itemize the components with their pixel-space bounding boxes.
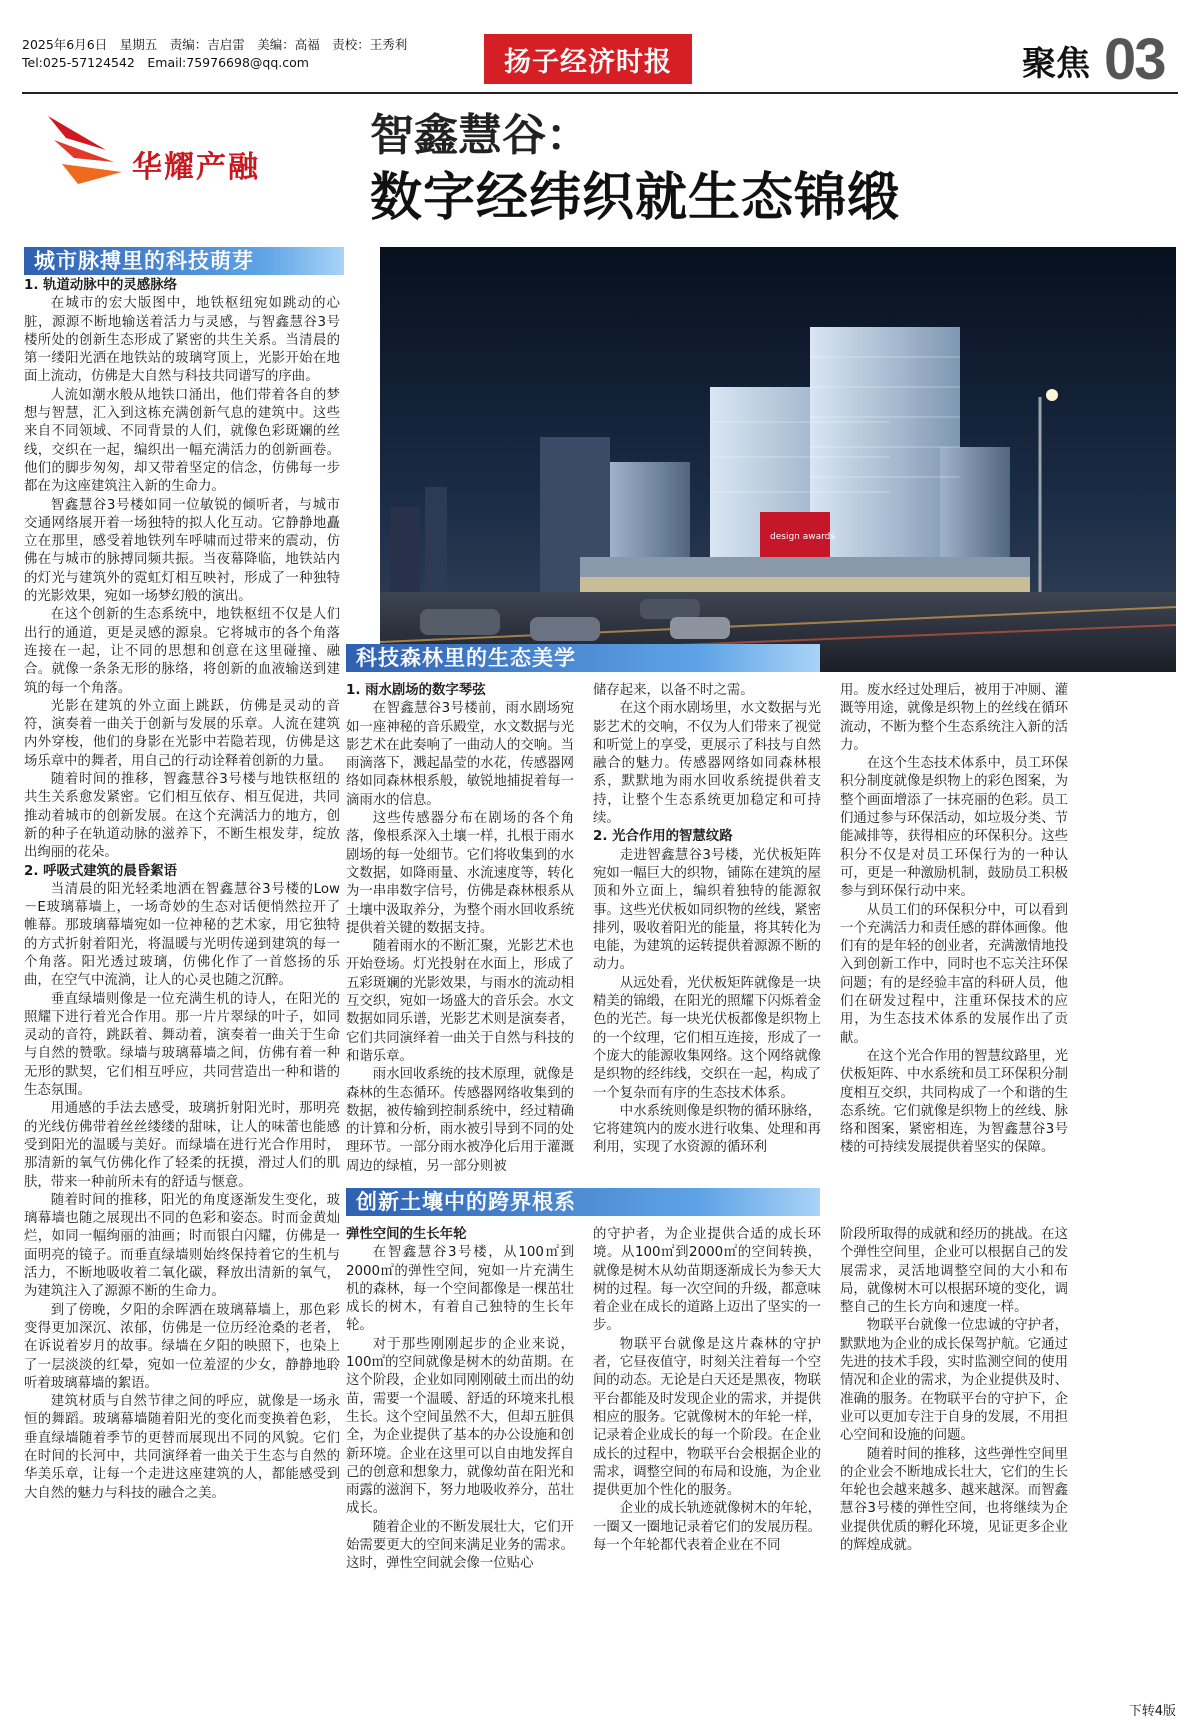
contact-line: Tel:025-57124542 Email:75976698@qq.com xyxy=(22,55,309,70)
date-editors-line: 2025年6月6日 星期五 责编：吉启雷 美编：高福 责校：王秀利 xyxy=(22,37,408,52)
section-name: 聚焦 xyxy=(1022,44,1090,84)
paragraph: 人流如潮水般从地铁口涌出，他们带着各自的梦想与智慧，汇入到这栋充满创新气息的建筑中。这些来自不同领域、不同背景的人们，就像色彩斑斓的丝线，交织在一起，编织出一幅充满活力的创新画卷。他们的脚步匆匆，却又带着坚定的信念，仿佛每一步都在为这座建筑注入新的生命力。 xyxy=(24,387,340,495)
paragraph: 当清晨的阳光轻柔地洒在智鑫慧谷3号楼的Low－E玻璃幕墙上，一场奇妙的生态对话便悄然拉开了帷幕。那玻璃幕墙宛如一位神秘的艺术家，用它独特的方式折射着阳光，将温暖与光明传递到建筑的每一个角落。阳光透过玻璃，仿佛化作了一首悠扬的乐曲，在空气中流淌，让人的心灵也随之沉醉。 xyxy=(24,881,340,989)
building-rendering-photo xyxy=(380,247,1176,672)
paragraph: 随着企业的不断发展壮大，它们开始需要更大的空间来满足业务的需求。这时，弹性空间就会像一位贴心 xyxy=(346,1519,574,1572)
paragraph: 建筑材质与自然节律之间的呼应，就像是一场永恒的舞蹈。玻璃幕墙随着阳光的变化而变换着色彩，垂直绿墙随着季节的更替而展现出不同的风貌。它们在时间的长河中，共同演绎着一曲关于生态与自然的华美乐章，让每一个走进这座建筑的人，都能感受到大自然的魅力与科技的融合之美。 xyxy=(24,1394,340,1501)
masthead-meta xyxy=(22,36,407,72)
paragraph: 从远处看，光伏板矩阵就像是一块精美的锦缎，在阳光的照耀下闪烁着金色的光芒。每一块光伏板都像是织物上的一个纹理，它们相互连接，形成了一个庞大的能源收集网络。这个网络就像是织物的经纬线，交织在一起，构成了一个复杂而有序的生态技术体系。 xyxy=(593,975,821,1101)
logo-text: 华耀产融 xyxy=(132,150,260,185)
column-section1 xyxy=(24,277,340,1697)
subheading: 1. 轨道动脉中的灵感脉络 xyxy=(24,278,177,293)
column-section2-3 xyxy=(840,682,1068,1156)
paragraph: 物联平台就像一位忠诚的守护者，默默地为企业的成长保驾护航。它通过先进的技术手段，实时监测空间的使用情况和企业的需求，为企业提供及时、准确的服务。在物联平台的守护下，企业可以更加专注于自身的发展，不用担心空间和设施的问题。 xyxy=(840,1318,1068,1444)
swoosh-logo-icon xyxy=(44,110,134,200)
section-bar-tech-forest: 科技森林里的生态美学 xyxy=(346,644,820,672)
subheading: 2. 光合作用的智慧纹路 xyxy=(593,829,733,845)
paragraph: 到了傍晚，夕阳的余晖洒在玻璃幕墙上，那色彩变得更加深沉、浓郁，仿佛是一位历经沧桑的老者，在诉说着岁月的故事。绿墙在夕阳的映照下，也染上了一层淡淡的红晕，宛如一位羞涩的少女，静静地聆听着玻璃幕墙的絮语。 xyxy=(24,1302,340,1391)
paragraph: 雨水回收系统的技术原理，就像是森林的生态循环。传感器网络收集到的数据，被传输到控制系统中，经过精确的计算和分析，雨水被引导到不同的处理环节。一部分雨水被净化后用于灌溉周边的绿植，另一部分则被 xyxy=(346,1067,574,1174)
paragraph: 随着时间的推移，阳光的角度逐渐发生变化，玻璃幕墙也随之展现出不同的色彩和姿态。时而金黄灿烂，如同一幅绚丽的油画；时而银白闪耀，仿佛是一面明亮的镜子。而垂直绿墙则始终保持着它的生机与活力，不断地吸收着二氧化碳，释放出清新的氧气，为建筑注入了源源不断的生命力。 xyxy=(24,1192,340,1300)
paragraph: 在这个雨水剧场里，水文数据与光影艺术的交响，不仅为人们带来了视觉和听觉上的享受，更展示了科技与自然融合的魅力。传感器网络如同森林根系，默默地为雨水回收系统提供着支持，让整个生态系统更加稳定和可持续。 xyxy=(593,701,821,827)
headline-line1: 智鑫慧谷： xyxy=(370,110,590,161)
paragraph: 中水系统则像是织物的循环脉络，它将建筑内的废水进行收集、处理和再利用，实现了水资源的循环利 xyxy=(593,1103,821,1156)
subheading: 2. 呼吸式建筑的晨昏絮语 xyxy=(24,863,177,879)
paragraph: 储存起来，以备不时之需。 xyxy=(593,683,754,698)
masthead xyxy=(22,27,1178,94)
paragraph: 走进智鑫慧谷3号楼，光伏板矩阵宛如一幅巨大的织物，铺陈在建筑的屋顶和外立面上，编织着独特的能源叙事。这些光伏板如同织物的丝线，紧密排列，吸收着阳光的能量，将其转化为电能，为建筑的运转提供着源源不断的动力。 xyxy=(593,847,821,973)
column-section3-1 xyxy=(346,1226,574,1694)
column-section2-1 xyxy=(346,682,574,1174)
subheading: 弹性空间的生长年轮 xyxy=(346,1227,467,1242)
paragraph: 在这个创新的生态系统中，地铁枢纽不仅是人们出行的通道，更是灵感的源泉。它将城市的各个角落连接在一起，让不同的思想和创意在这里碰撞、融合。就像一条条无形的脉络，将创新的血液输送到建筑的每一个角落。 xyxy=(24,607,340,696)
paragraph: 这些传感器分布在剧场的各个角落，像根系深入土壤一样，扎根于雨水剧场的每一处细节。它们将收集到的水文数据，如降雨量、水流速度等，转化为一串串数字信号，仿佛是森林根系从土壤中汲取养分，为整个雨水回收系统提供着关键的数据支持。 xyxy=(346,811,574,936)
paragraph: 垂直绿墙则像是一位充满生机的诗人，在阳光的照耀下进行着光合作用。那一片片翠绿的叶子，如同灵动的音符，跳跃着、舞动着，演奏着一曲关于生命与自然的赞歌。绿墙与玻璃幕墙之间，仿佛有着一种无形的默契，它们相互呼应，共同营造出一种和谐的生态氛围。 xyxy=(24,991,340,1099)
paragraph: 从员工们的环保积分中，可以看到一个充满活力和责任感的群体画像。他们有的是年轻的创业者，充满激情地投入到创新工作中，同时也不忘关注环保问题；有的是经验丰富的科研人员，他们在研发过程中，注重环保技术的应用，为生态技术体系的发展作出了贡献。 xyxy=(840,902,1068,1046)
headline-line2: 数字经纬织就生态锦缎 xyxy=(370,168,901,228)
paragraph: 在城市的宏大版图中，地铁枢纽宛如跳动的心脏，源源不断地输送着活力与灵感，与智鑫慧谷3号楼所处的创新生态形成了紧密的共生关系。当清晨的第一缕阳光洒在地铁站的玻璃穹顶上，光影开始在地面上流动，仿佛是大自然与科技共同谱写的序曲。 xyxy=(24,296,340,385)
paragraph: 物联平台就像是这片森林的守护者，它昼夜值守，时刻关注着每一个空间的动态。无论是白天还是黑夜，物联平台都能及时发现企业的需求，并提供相应的服务。它就像树木的年轮一样，记录着企业成长的每一个阶段。在企业成长的过程中，物联平台会根据企业的需求，调整空间的布局和设施，为企业提供更加个性化的服务。 xyxy=(593,1336,821,1499)
building-illustration xyxy=(380,247,1176,672)
paragraph: 对于那些刚刚起步的企业来说，100㎡的空间就像是树木的幼苗期。在这个阶段，企业如同刚刚破土而出的幼苗，需要一个温暖、舒适的环境来扎根生长。这个空间虽然不大，但却五脏俱全，为企业提供了基本的办公设施和创新环境。企业在这里可以自由地发挥自己的创意和想象力，就像幼苗在阳光和雨露的滋润下，努力地吸收养分，茁壮成长。 xyxy=(346,1336,574,1517)
huayao-logo xyxy=(44,110,284,200)
paragraph: 在这个光合作用的智慧纹路里，光伏板矩阵、中水系统和员工环保积分制度相互交织，共同构成了一个和谐的生态系统。它们就像是织物上的丝线、脉络和图案，紧密相连，为智鑫慧谷3号楼的可持续发展提供着坚实的保障。 xyxy=(840,1048,1068,1156)
paragraph: 随着雨水的不断汇聚，光影艺术也开始登场。灯光投射在水面上，形成了五彩斑斓的光影效果，与雨水的流动相互交织，宛如一场盛大的音乐会。水文数据如同乐谱，光影艺术则是演奏者，它们共同演绎着一曲关于自然与科技的和谐乐章。 xyxy=(346,939,574,1064)
paragraph: 企业的成长轨迹就像树木的年轮，一圈又一圈地记录着它们的发展历程。每一个年轮都代表着企业在不同 xyxy=(593,1501,821,1554)
page-number: 03 xyxy=(1104,27,1165,92)
subheading: 1. 雨水剧场的数字琴弦 xyxy=(346,683,486,698)
newspaper-brand: 扬子经济时报 xyxy=(484,34,692,84)
paragraph: 光影在建筑的外立面上跳跃，仿佛是灵动的音符，演奏着一曲关于创新与发展的乐章。人流在建筑内外穿梭，他们的身影在光影中若隐若现，仿佛是这场乐章中的舞者，用自己的行动诠释着创新的力量。 xyxy=(24,698,340,769)
column-section3-2 xyxy=(593,1226,821,1694)
paragraph: 随着时间的推移，智鑫慧谷3号楼与地铁枢纽的共生关系愈发紧密。它们相互依存、相互促进，共同推动着城市的创新发展。在这个充满活力的地方，创新的种子在轨道动脉的滋养下，不断生根发芽，绽放出绚丽的花朵。 xyxy=(24,772,340,861)
column-section2-2 xyxy=(593,682,821,1156)
paragraph: 在智鑫慧谷3号楼前，雨水剧场宛如一座神秘的音乐殿堂，水文数据与光影艺术在此奏响了一曲动人的交响。当雨滴落下，溅起晶莹的水花，传感器网络如同森林根系般，敏锐地捕捉着每一滴雨水的信息。 xyxy=(346,701,574,808)
section-bar-innovation-soil: 创新土壤中的跨界根系 xyxy=(346,1188,820,1216)
paragraph: 的守护者，为企业提供合适的成长环境。从100㎡到2000㎡的空间转换，就像是树木从幼苗期逐渐成长为参天大树的过程。每一次空间的升级，都意味着企业在成长的道路上迈出了坚实的一步。 xyxy=(593,1227,821,1334)
headline xyxy=(370,108,1170,232)
paragraph: 随着时间的推移，这些弹性空间里的企业会不断地成长壮大，它们的生长年轮也会越来越多、越来越深。而智鑫慧谷3号楼的弹性空间，也将继续为企业提供优质的孵化环境，见证更多企业的辉煌成就。 xyxy=(840,1446,1068,1554)
continued-note: 下转4版 xyxy=(1128,1704,1176,1719)
paragraph: 阶段所取得的成就和经历的挑战。在这个弹性空间里，企业可以根据自己的发展需求，灵活地调整空间的大小和布局，就像树木可以根据环境的变化，调整自己的生长方向和速度一样。 xyxy=(840,1227,1068,1316)
section-bar-city-pulse: 城市脉搏里的科技萌芽 xyxy=(24,247,344,275)
sign-text: design awards xyxy=(770,532,836,542)
paragraph: 智鑫慧谷3号楼如同一位敏锐的倾听者，与城市交通网络展开着一场独特的拟人化互动。它静静地矗立在那里，感受着地铁列车呼啸而过带来的震动，仿佛在与城市的脉搏同频共振。当夜幕降临，地铁站内的灯光与建筑外的霓虹灯相互映衬，形成了一种独特的光影效果，宛如一场梦幻般的演出。 xyxy=(24,497,340,605)
paragraph: 用通感的手法去感受，玻璃折射阳光时，那明亮的光线仿佛带着丝丝缕缕的甜味，让人的味蕾也能感受到阳光的温暖与美好。而绿墙在进行光合作用时，那清新的氧气仿佛化作了轻柔的抚摸，滑过人们的肌肤，带来一种前所未有的舒适与惬意。 xyxy=(24,1101,340,1190)
paragraph: 用。废水经过处理后，被用于冲厕、灌溉等用途，就像是织物上的丝线在循环流动，不断为整个生态系统注入新的活力。 xyxy=(840,683,1068,753)
paragraph: 在智鑫慧谷3号楼，从100㎡到2000㎡的弹性空间，宛如一片充满生机的森林，每一个空间都像是一棵茁壮成长的树木，有着自己独特的生长年轮。 xyxy=(346,1245,574,1334)
paragraph: 在这个生态技术体系中，员工环保积分制度就像是织物上的彩色图案，为整个画面增添了一抹亮丽的色彩。员工们通过参与环保活动，如垃圾分类、节能减排等，获得相应的环保积分。这些积分不仅是对员工环保行为的一种认可，更是一种激励机制，鼓励员工积极参与到环保行动中来。 xyxy=(840,756,1068,900)
column-section3-3 xyxy=(840,1226,1068,1694)
